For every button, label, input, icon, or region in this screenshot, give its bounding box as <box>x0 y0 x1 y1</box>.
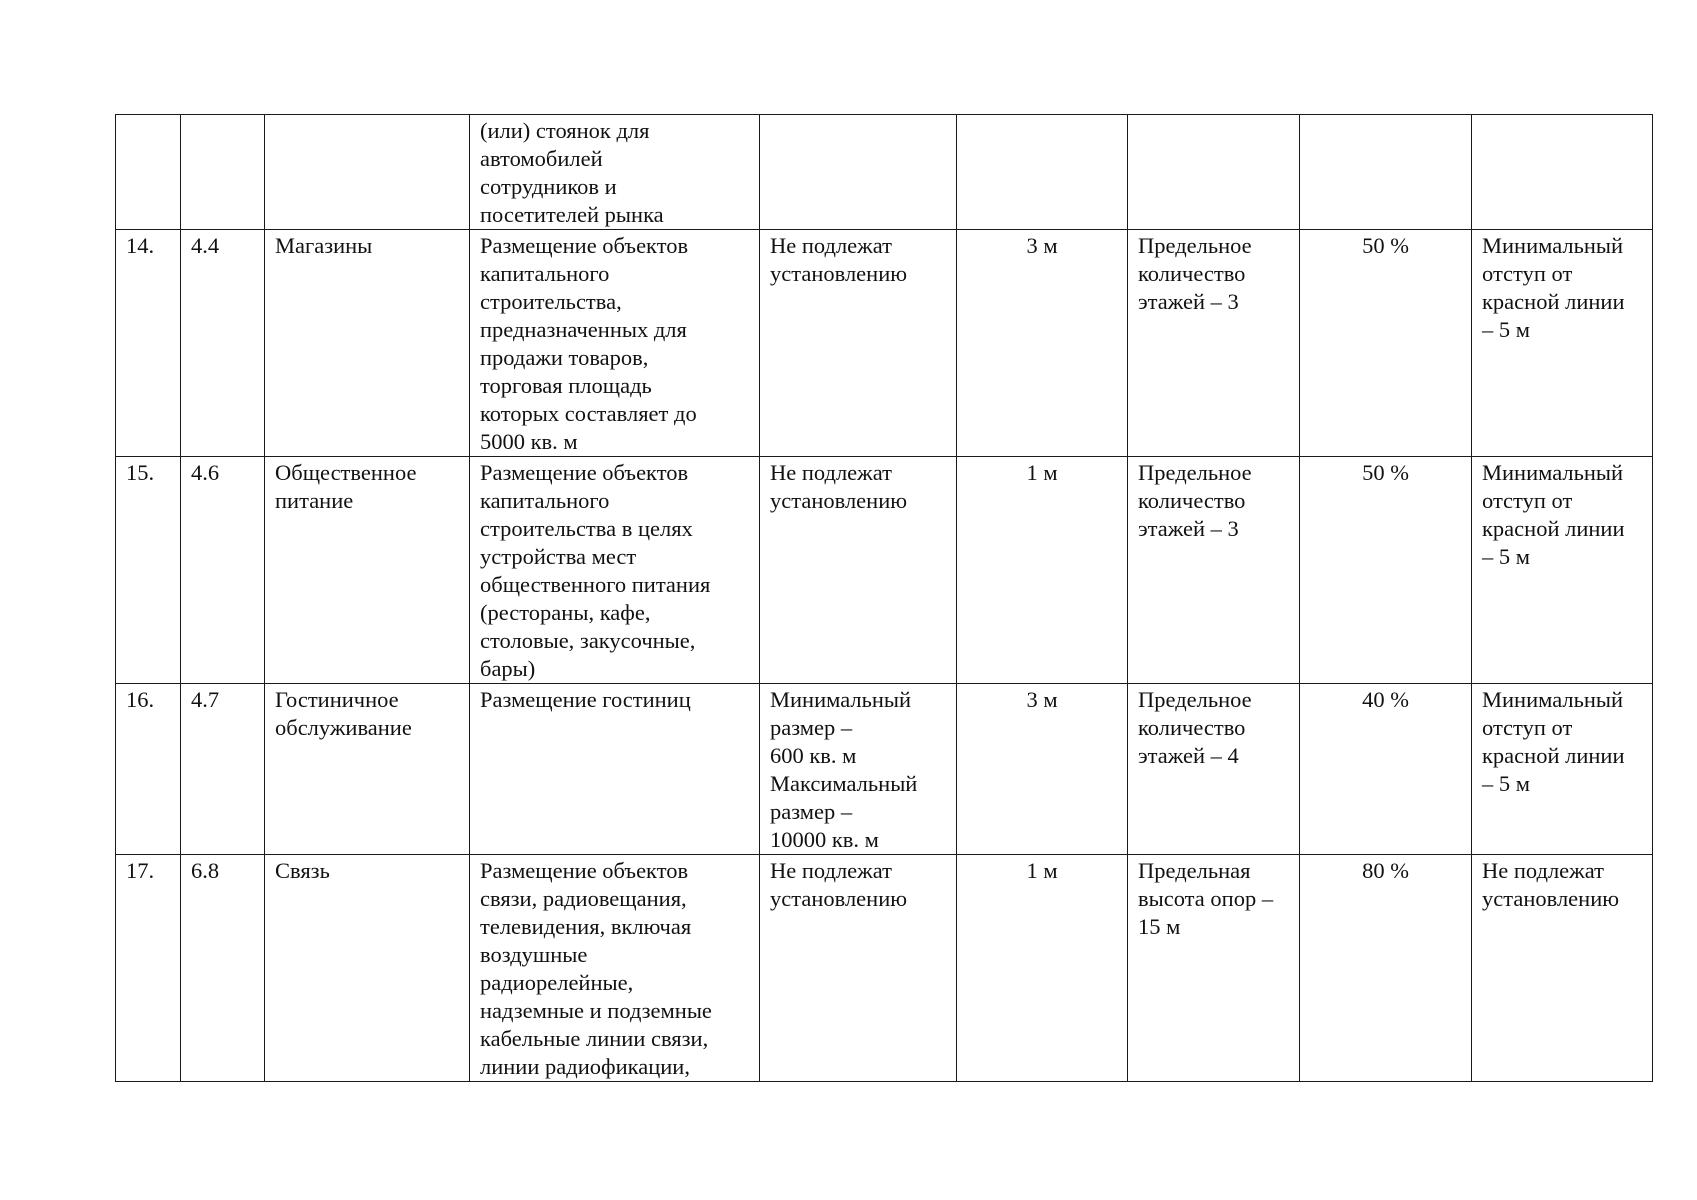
cell-text-line: красной линии <box>1482 516 1625 541</box>
cell-text-line: установлению <box>770 261 908 286</box>
classifier-code-cell <box>181 855 265 1082</box>
cell-text-line: торговая площадь <box>480 373 652 398</box>
cell-text-line: Размещение объектов <box>480 858 689 883</box>
cell-text-line: обслуживание <box>275 715 412 740</box>
other-params-cell <box>1472 855 1653 1082</box>
classifier-code-cell <box>181 684 265 855</box>
classifier-code-cell <box>181 457 265 684</box>
other-params-cell <box>1472 230 1653 457</box>
cell-text-line: связи, радиовещания, <box>480 886 687 911</box>
cell-text-line: 14. <box>126 233 155 258</box>
cell-text-line: отступ от <box>1482 715 1573 740</box>
cell-text-line: Предельное <box>1138 233 1252 258</box>
cell-text-line: столовые, закусочные, <box>480 628 696 653</box>
cell-text-line: общественного питания <box>480 572 711 597</box>
plot-size-cell <box>760 684 957 855</box>
cell-text-line: количество <box>1138 715 1246 740</box>
cell-text-line: количество <box>1138 488 1246 513</box>
cell-text-line: сотрудников и <box>480 174 617 199</box>
cell-text-line: красной линии <box>1482 289 1625 314</box>
cell-text-line: Общественное <box>275 460 417 485</box>
coverage-percent-cell <box>1300 855 1472 1082</box>
cell-text-line: строительства, <box>480 289 622 314</box>
cell-text-line: которых составляет до <box>480 401 697 426</box>
cell-text-line: Минимальный <box>1482 233 1624 258</box>
cell-text-line: Предельная <box>1138 858 1251 883</box>
cell-text-line: телевидения, включая <box>480 914 692 939</box>
table-row <box>116 855 1653 1082</box>
table-row <box>116 457 1653 684</box>
use-description-cell <box>470 230 760 457</box>
plot-size-cell <box>760 115 957 230</box>
cell-text-line: Не подлежат <box>1482 858 1604 883</box>
cell-text-line: 10000 кв. м <box>770 827 879 852</box>
use-type-name-cell <box>265 115 470 230</box>
setback-cell <box>957 855 1128 1082</box>
height-limit-cell <box>1128 230 1300 457</box>
cell-text-line: линии радиофикации, <box>480 1054 690 1079</box>
cell-text-line: (или) стоянок для <box>480 118 650 143</box>
cell-text-line: Минимальный <box>1482 460 1624 485</box>
height-limit-cell <box>1128 457 1300 684</box>
cell-text-line: этажей – 4 <box>1138 743 1239 768</box>
row-number-cell <box>116 684 181 855</box>
row-number-cell <box>116 230 181 457</box>
cell-text-line: 600 кв. м <box>770 743 857 768</box>
row-number-cell <box>116 855 181 1082</box>
coverage-percent-cell <box>1300 115 1472 230</box>
cell-text-line: 4.7 <box>191 687 220 712</box>
cell-text-line: 5000 кв. м <box>480 429 578 454</box>
cell-text-line: количество <box>1138 261 1246 286</box>
cell-text-line: Максимальный <box>770 771 918 796</box>
cell-text-line: Размещение объектов <box>480 460 689 485</box>
cell-text-line: 3 м <box>1026 687 1058 712</box>
cell-text-line: Предельное <box>1138 460 1252 485</box>
row-number-cell <box>116 115 181 230</box>
row-number-cell <box>116 457 181 684</box>
other-params-cell <box>1472 684 1653 855</box>
cell-text-line: установлению <box>770 488 908 513</box>
height-limit-cell <box>1128 855 1300 1082</box>
table-row <box>116 684 1653 855</box>
cell-text-line: размер – <box>770 715 853 740</box>
cell-text-line: – 5 м <box>1482 544 1530 569</box>
classifier-code-cell <box>181 230 265 457</box>
plot-size-cell <box>760 855 957 1082</box>
cell-text-line: капитального <box>480 488 610 513</box>
cell-text-line: Размещение гостиниц <box>480 687 691 712</box>
cell-text-line: этажей – 3 <box>1138 516 1239 541</box>
cell-text-line: – 5 м <box>1482 317 1530 342</box>
coverage-percent-cell <box>1300 684 1472 855</box>
cell-text-line: бары) <box>480 656 536 681</box>
cell-text-line: 6.8 <box>191 858 220 883</box>
use-type-name-cell <box>265 230 470 457</box>
cell-text-line: отступ от <box>1482 488 1573 513</box>
coverage-percent-cell <box>1300 230 1472 457</box>
other-params-cell <box>1472 457 1653 684</box>
setback-cell <box>957 684 1128 855</box>
cell-text-line: 80 % <box>1362 858 1409 883</box>
cell-text-line: красной линии <box>1482 743 1625 768</box>
cell-text-line: капитального <box>480 261 610 286</box>
cell-text-line: Не подлежат <box>770 460 892 485</box>
use-description-cell <box>470 457 760 684</box>
cell-text-line: 1 м <box>1026 858 1058 883</box>
cell-text-line: автомобилей <box>480 146 603 171</box>
cell-text-line: устройства мест <box>480 544 637 569</box>
classifier-code-cell <box>181 115 265 230</box>
use-type-name-cell <box>265 855 470 1082</box>
cell-text-line: Магазины <box>275 233 373 258</box>
cell-text-line: установлению <box>770 886 908 911</box>
cell-text-line: предназначенных для <box>480 317 687 342</box>
cell-text-line: строительства в целях <box>480 516 693 541</box>
cell-text-line: Минимальный <box>770 687 912 712</box>
cell-text-line: 16. <box>126 687 155 712</box>
cell-text-line: 15. <box>126 460 155 485</box>
plot-size-cell <box>760 457 957 684</box>
cell-text-line: – 5 м <box>1482 771 1530 796</box>
use-type-name-cell <box>265 684 470 855</box>
height-limit-cell <box>1128 684 1300 855</box>
setback-cell <box>957 115 1128 230</box>
cell-text-line: установлению <box>1482 886 1620 911</box>
setback-cell <box>957 230 1128 457</box>
cell-text-line: 40 % <box>1362 687 1409 712</box>
cell-text-line: размер – <box>770 799 853 824</box>
use-description-cell <box>470 855 760 1082</box>
cell-text-line: 50 % <box>1362 460 1409 485</box>
cell-text-line: (рестораны, кафе, <box>480 600 651 625</box>
use-description-cell <box>470 115 760 230</box>
coverage-percent-cell <box>1300 457 1472 684</box>
cell-text-line: 4.6 <box>191 460 220 485</box>
cell-text-line: Не подлежат <box>770 233 892 258</box>
cell-text-line: питание <box>275 488 354 513</box>
cell-text-line: Размещение объектов <box>480 233 689 258</box>
use-description-cell <box>470 684 760 855</box>
cell-text-line: Предельное <box>1138 687 1252 712</box>
table-body <box>116 115 1653 1082</box>
land-use-regulations-table <box>115 114 1653 1082</box>
use-type-name-cell <box>265 457 470 684</box>
height-limit-cell <box>1128 115 1300 230</box>
cell-text-line: посетителей рынка <box>480 202 664 227</box>
cell-text-line: отступ от <box>1482 261 1573 286</box>
table-row <box>116 230 1653 457</box>
cell-text-line: надземные и подземные <box>480 998 712 1023</box>
plot-size-cell <box>760 230 957 457</box>
cell-text-line: воздушные <box>480 942 588 967</box>
cell-text-line: Гостиничное <box>275 687 399 712</box>
cell-text-line: 50 % <box>1362 233 1409 258</box>
cell-text-line: 3 м <box>1026 233 1058 258</box>
table-row <box>116 115 1653 230</box>
cell-text-line: Не подлежат <box>770 858 892 883</box>
other-params-cell <box>1472 115 1653 230</box>
cell-text-line: Минимальный <box>1482 687 1624 712</box>
cell-text-line: высота опор – <box>1138 886 1274 911</box>
cell-text-line: кабельные линии связи, <box>480 1026 709 1051</box>
cell-text-line: продажи товаров, <box>480 345 649 370</box>
cell-text-line: радиорелейные, <box>480 970 634 995</box>
cell-text-line: 15 м <box>1138 914 1181 939</box>
cell-text-line: этажей – 3 <box>1138 289 1239 314</box>
cell-text-line: 17. <box>126 858 155 883</box>
cell-text-line: 4.4 <box>191 233 220 258</box>
cell-text-line: 1 м <box>1026 460 1058 485</box>
setback-cell <box>957 457 1128 684</box>
cell-text-line: Связь <box>275 858 330 883</box>
